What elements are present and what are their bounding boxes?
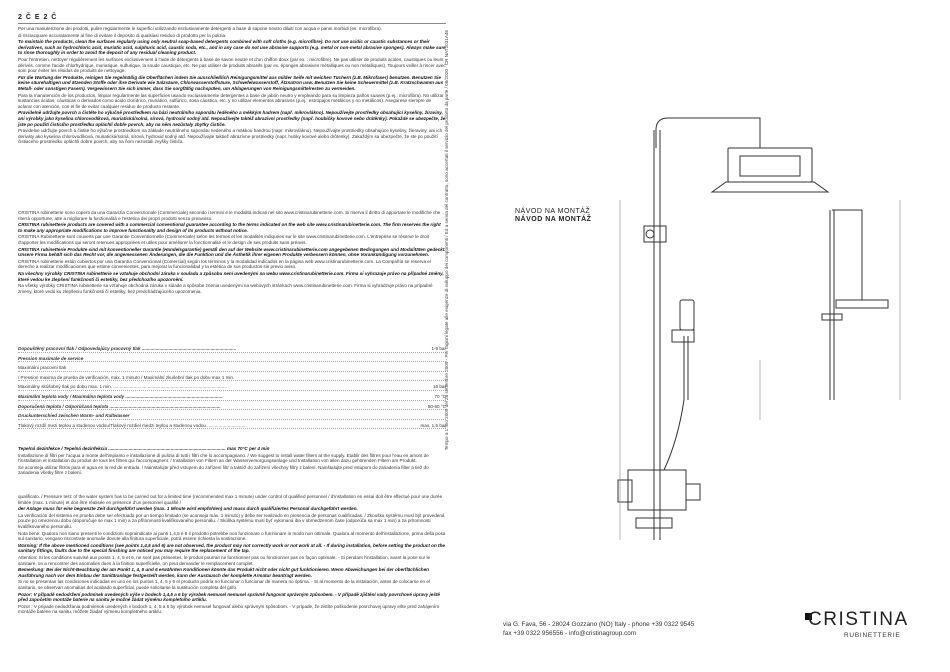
spec-value: 50-60 °C [427, 403, 446, 409]
hose [664, 400, 684, 470]
spec-value: 1-5 bar [431, 346, 446, 351]
maintenance-paragraph: Pour l'entretien, nettoyer régulièrement les surfaces exclusivement à l'aide de détergents à base de savon neutre et d'un chiffon doux (par ex. : microfibre). Ne pas utiliser de produits acides, caustiques ou leurs dérivés, comme l'acide chlorhydrique, muriatique, sulfurique, la soude caustique, etc. Ne pas utiliser de produits abrasifs (par ex. éponges abrasives métalliques ou non métalliques). Toujours veiller à rincer avec soin pour éviter les résidus de produits de nettoyage. [18, 56, 446, 74]
brand-sub: RUBINETTERIE [844, 632, 901, 639]
spec-row [18, 346, 446, 353]
spec-value: 16 bar [432, 384, 446, 390]
warnings-paragraph: qualificato. / Pressure test: of the water system has to be carried out for a limited time (recommended max 1 minute) under control of qualified personnel / d'installation en essai doit être effectué pour une durée limitée (max. 1 minute) et doit être réalisée en présence d'un personnel qualifié / [18, 494, 443, 505]
rain-head-top-face [728, 148, 812, 182]
warnings-paragraph: Pozor : V prípade nedodržania podmienok uvedených v bodoch 1, 4, 5 a 6 by výrobok nemusel fungovať alebo správnym spôsobom. - V prípade, že zistíte poškodenie povrchovej úpravy ešte pred zahájením montáže batérie na sanitu, môžete žiadať výmenu kompletného artiklu. [18, 603, 440, 615]
spec-value: 70 °C [434, 393, 446, 399]
guarantee-paragraph: CRISTINA rubinetterie sono coperti da una Garanzia Convenzionale (Commerciale) secondo i termini e le modalità indicati nel sito www.cristinarubinetterie.com. Si riserva il diritto di apportare le modifiche che riterrà opportune, atte a migliorare la funzionalità e l'estetica dei propri prodotti senza preavviso. [18, 210, 441, 221]
warnings-paragraph: Attention: Si les conditions susvisé aux points 1, 4, 5 et 6, ne sont pas présentes, le produit pourrait ne fonctionner pas ou fonctionner pas en façon optimale. - Si pendant l'installation, avant la pose sur le sanitaire, on a rencontrer des anomalies dues à la finition superficielle, on peut demander le remplacement complet. [18, 554, 431, 566]
guarantee-paragraph: Na všetky výrobky CRISTINA rubinetterie sa vzťahuje obchodná záruka v súlade a spôsobe znenia uvedenými na webových stránkach www.cristinarubinetterie.com. Firma si vyhradzuje právo na prípadné zmeny, ktoré vedú ku zlepšeniu funkčnosti či estetiky, bez predchádzajúceho upozornenia. [18, 283, 433, 294]
wall-bracket [644, 226, 666, 242]
brand-name: CRISTINA [808, 609, 909, 630]
hand-shower-head [680, 300, 694, 330]
maintenance-paragraph: Pravidelně udržujte povrch a čistěte ho výlučně prostředkem na bázi neutrálního saponátu ředěného a měkkým hadrem (např. mikrovlákno). Nepoužívejte prostředky obsahující kyseliny, žíraviny, ani výrobky jako kyselina chlorovodíková, muriatická/solná, sírová, hydroxid sodný atd. Nepoužívejte taktéž abrazivní prostředky (např. houbičky kovové nebo drátěnky). Pokaždé se ubezpečte, že jste po použití čisticího prostředku opláchli dobře povrch, aby na něm nezůstaly zbytky čističe. [18, 110, 446, 127]
divider [18, 23, 446, 24]
spec-label: Maximálny skúšobný tlak po dobu max. 1 min. ......................................................................................... [18, 384, 227, 390]
guarantee-paragraph: CRISTINA rubinetterie Produkte sind mit konventioneller Garantie (Handelsgarantie) gemäß den auf der Website www.cristinarubinetterie.com angegebenen Bedingungen und Modalitäten gedeckt. Unsere Firma behält sich das Recht vor, die angemessenen Änderungen, die die Funktion und die Ästhetik ihrer eigenen Produkte verbessern können, ohne Vorankündigung vorzunehmen. [18, 246, 446, 258]
spec-row [18, 404, 446, 411]
side-rain-head [822, 314, 842, 320]
mixer-handle-right [686, 484, 700, 500]
rain-head-top-edge [712, 182, 828, 192]
disinfection-section [18, 446, 446, 477]
bracket-knob [646, 230, 654, 238]
company-address [503, 620, 694, 638]
address-line-2: fax +39 0322 956556 - info@cristinagroup.com [503, 630, 637, 637]
spec-label: Maximální teplota vody / Maximálna teplota vody ............................................................................ [18, 393, 223, 399]
warnings-paragraph: Bemerkung: Bei der Nicht-Beachtung der am Punkt 1, 4, 5 und 6 erwähnten Konditionen könnte das Produkt nicht oder nicht gut funktionieren. Wenn Abweichungen bei der oberflächlichen Ausführung nach vor dem Einbau der Sanitäranlage festgestellt werden, kann der Austausch der komplette Armatur beantragt werden. [18, 567, 429, 578]
manual-title: NÁVOD NA MONTÁŽ [515, 208, 591, 215]
warnings-paragraph: Nota bene: Qualora non siano presenti le condizioni sopraindicate ai punti 1,4,5 e 6 il prodotto potrebbe non funzionare o funzionare in modo non ottimale. Qualora al momento dell'installazione, prima della posa sul sanitario, vengano riscontrate anomalie dovute alla finitura superficiale, potrà essere richiesta la sostituzione. [18, 530, 446, 542]
section-header: 2 Č E 2 Č [18, 14, 58, 21]
warnings-paragraph: La verificación del sistema en prueba debe ser efectuada por un tiempo limitado (se aconseja máx. 1 minuto) y debe ser realizado en presencia de personas cualificadas. / Zkouška systému musí být provedená pouze po omezenou dobu (doporučuje se max 1 min) a za přítomnosti kvalifikovaného personálu. / Skúška systému musí byť vykonaná iba v obmedzenom čase (odporúča sa max 1 min) a za prítomnosti kvalifikovaného personálu. [18, 512, 445, 529]
manual-title-bold: NÁVOD NA MONTÁŽ [515, 216, 592, 223]
left-column [18, 14, 446, 662]
maintenance-paragraph: di risciacquare accuratamente al fine di evitare il deposito di qualsiasi residuo di prodotto per la pulizia. [18, 32, 227, 38]
hand-shower-holder [672, 330, 694, 342]
warnings-paragraph: Si no se presentan las condiciones indicadas en uno en los puntos 1, 4, 5 y 6 el producto podría no funcionar o funcionar de manera no óptima. - Si al momento de la instalación, antes de colocarse en el sanitario, se observan anomalías del acabado superficial, puede solicitarse la sustitución completa del grifo. [18, 579, 430, 590]
spec-label: Dopouštěný pracovní tlak / Odpovedajúcy pracovný tlak .......................................................................... [18, 346, 237, 351]
warnings-paragraph: Warning: If the above mentioned conditions (see points 1,4,5 and 6) are not observed, the product may not correctly work or not work at all. - If during installation, before setting the product on the sanitary fittings, faults due to the special finishing are noticed you may require the replacement of the tap. [18, 542, 445, 554]
maintenance-paragraph: Für die Wartung der Produkte, reinigen Sie regelmäßig die Oberflächen indem Sie ausschließlich Reinigungsmittel aus milder Seife mit weichen Tüchern (z.B. Mikrofaser) benutzen. Benutzen Sie keine säurehaltigen und ätzenden Stoffe oder ihre Derivate wie Salzsäure, Chlorwasserstoffsäure, Schwefelwasserstoff, Ätznatron usw. Benutzen Sie keine Scheuermittel (z.B. Kratzschwamm aus Metall- oder sonstigen Fasern). Vergewissern Sie sich immer, dass Sie sorgfältig nachspülen, um Ablagerungen von Reinigungsmittelresten zu vermeiden. [18, 74, 444, 91]
spec-row [18, 375, 446, 382]
specs-section [18, 346, 446, 432]
spec-row [18, 356, 446, 363]
guarantee-paragraph: Na všechny výrobky CRISTINA rubinetterie se vztahuje obchodní záruka v souladu a způsobu není uvedenými na webu www.cristinarubinetterie.com. Firma si vyhrazuje právo na případné změny, které vedou ke zlepšení funkčnosti či estetiky, bez předchozího upozornění. [18, 270, 444, 282]
spec-row [18, 413, 446, 420]
disinfection-paragraph: Installazione di filtri per l'acqua a monte dell'impianto e installazione di pulizia di tutti i filtri che lo accompagnano. / We suggest to install water filters at the supply. Etablir des filtres pour l'eau en amont de l'installation et installation du produit de tous les filtres qui l'accompagnent. / Installation von Filtern an der Wasserversorgungsanlage und Installation von allen dazu gehörenden Filtern am Produkt. [18, 452, 429, 464]
spec-label: Doporučená teplota / Odporúčaná teplota ....................................................................................... [18, 403, 221, 409]
maintenance-paragraph: Per una manutenzione dei prodotti, pulire regolarmente le superfici utilizzando esclusivamente detergenti a base di sapone neutro diluiti con acqua e panni morbidi (es. microfibra). [18, 26, 382, 31]
maintenance-paragraph: Pravidelne udržujte povrch a čistite ho výlučne prostriedkom na základe neutrálneho saponátu riedeného a mäkkou handrou (napr. mikrovlákno). Nepoužívajte prostriedky obsahujúce kyseliny, žieraviny, ani ich deriváty ako kyselina chlorovodíková, muriatická/solná, sírová, hydroxid sodný atď. Nepoužívajte taktiež abrazívne prostriedky (napr. hubky kovové alebo drôtenky). Zakaždým sa ubezpečte, že ste po použití čistiaceho prostriedku opláchli dobre povrch, aby na ňom nezostali zvyšky čističa. [18, 128, 443, 145]
disinfection-paragraph: Tepelná dezinfekce / Tepelná dezinfekcia ............................................................................................ max 70°C per 4 min [18, 446, 270, 451]
address-line-1: via G. Fava, 56 - 28024 Gozzano (NO) Italy - phone +39 0322 9545 [503, 621, 695, 628]
spec-row [18, 365, 446, 372]
guarantee-section [18, 210, 446, 295]
vertical-meta-text [444, 30, 458, 650]
spec-row [18, 394, 446, 401]
spec-label: / Pression maxima de prueba de verificación, máx. 1 minuto / Maximální zkušební tlak po dobu max 1 min. [18, 374, 235, 380]
mixer-body [628, 470, 686, 510]
maintenance-section [18, 26, 446, 145]
shower-arm [656, 118, 760, 148]
warnings-paragraph: der Anlage muss für eine begrenzte Zeit durchgeführt werden (max. 1 Minute wird empfohlen) und muss durch qualifiziertes Personal durchgeführt werden. [18, 506, 358, 512]
shower-column-drawing [600, 0, 930, 600]
meta-side-text: Tempo a 1 fino 2009 del 26 settembre 2009 - Per ragioni legate alle esigenze di sviluppo dei componenti / Ed a sensa del contratto, sono accertati il servizio del prodotto da parte / 06/2020 · CR NAT2031A46 [444, 30, 449, 451]
spec-label: Maximální pracovní tlak [18, 365, 67, 371]
spec-label: Tlakový rozdíl mezi teplou a studenou vodou/Tlakový rozdiel medzi teplou a studenou vodou ............................... [18, 422, 247, 428]
spec-value: max. 1,5 bar [420, 422, 446, 428]
disinfection-paragraph: Se aconseja utilizar filtros para el agua en la red de entrada. / Nainstalujte před vstupem do zařízení filtr a taktéž do zařízení všechny filtry z balení. Nainštalujte pred vstupom do zariadenia filter a tiež do zariadenia všetky filtre z balení. [18, 464, 429, 476]
guarantee-paragraph: CRISTINA Rubinetterie sont couverts par une Garantie Conventionnelle (Commerciale) selon les termes et les modalités indiquées sur le site www.cristinarubinetterie.com. L'entreprise se réserve le droit d'apporter les modifications qui seront retenues appropriées et utiles pour améliorer la fonctionnalité et le design de ses produits sans préavis. [18, 234, 429, 245]
spec-label: Druckunterschied zwischen Warm- und Kaltwasser [18, 413, 130, 419]
side-head-disc [836, 300, 888, 308]
warnings-paragraph: Pozor: V případě nedodržení podmínek uvedených výše v bodech 1,4,5 a 6 by výrobek nemusel nemusel správně fungovat správným způsobem. - V případě zjištění vady povrchové úpravy ještě před započetím montáže baterie na sanitu je možné žádat výměnu kompletního artiklu. [18, 591, 440, 603]
spec-row [18, 423, 446, 430]
maintenance-paragraph: Para la manutención de los productos, limpiar regularmente las superficies usando exclusivamente detergentes a base de jabón neutro y empleando para su limpieza paños suaves (p.ej.: microfibra). No utilizar sustancias ácidas, cáusticas o derivados como ácido clorídrico, muriático, sulfúrico, sosa cáustica, etc. y no utilizar elementos abrasivos (p.ej.: estropajos metálicos y no metálicos). Asegúrese siempre de aclarar con atención, con el fin de evitar cualquier residuo de producto restante. [18, 92, 444, 109]
maintenance-paragraph: To maintain the products, clean the surfaces regularly using only neutral soap-based detergents combined with soft cloths (e.g. microfibre). Do not use acidic or caustic substances or their derivatives, such as hydrochloric acid, muriatic acid, sulphuric acid, caustic soda, etc., and in any case do not use abrasive supports (e.g. metal or non-metal abrasive sponges). Always make sure to rinse thoroughly in order to avoid the deposit of any residual cleaning product. [18, 39, 446, 56]
spec-row [18, 384, 446, 391]
guarantee-paragraph: CRISTINA rubinetterie products are covered with a commercial conventional guarantee according to the terms indicated on the web site www.cristinarubinetterie.com. The firm reserves the right to make any appropriate modifications to improve functionality and design of its products without notice. [18, 222, 441, 233]
spec-label: Pression maximale de service [18, 355, 84, 361]
rain-head-nozzle-grid [740, 156, 800, 176]
warnings-section [18, 494, 446, 616]
guarantee-paragraph: CRISTINA rubinetterie están cubiertos por una Garantía Convencional (Comercial) según los términos y la modalidad indicados en la página web www.cristinarubinetterie.com. La Compañía se reserva el derecho a realizar modificaciones que estime convenientes, para mejorar la funcionalidad y la estética de sus productos sin previo aviso. [18, 258, 431, 270]
